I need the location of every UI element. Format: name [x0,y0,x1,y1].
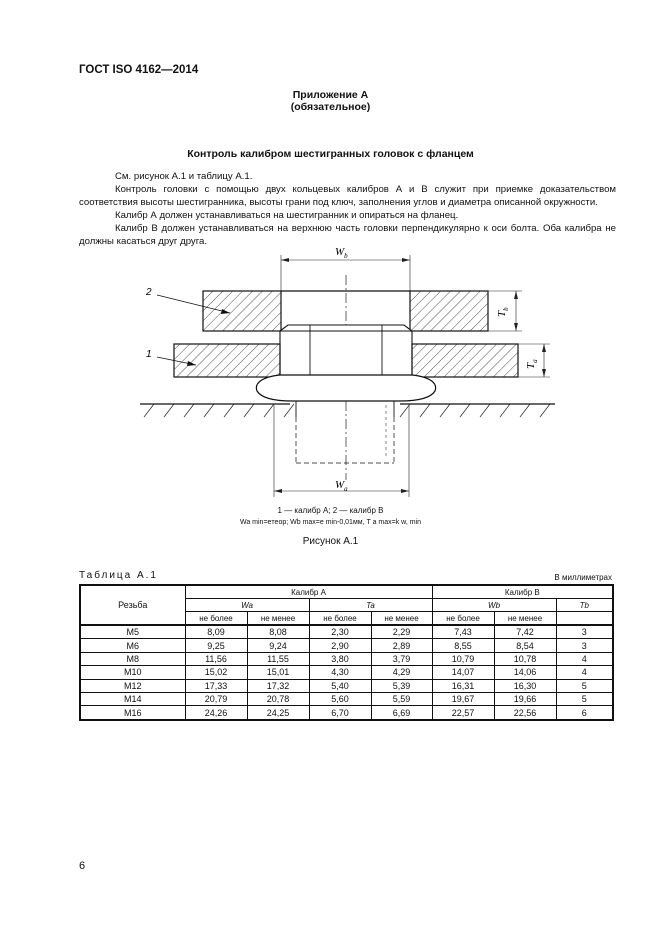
cell: 5,40 [309,679,371,692]
cell: 3,79 [371,652,432,665]
cell: 9,25 [185,639,247,652]
cell: 24,25 [247,706,309,720]
table-unit: В миллиметрах [554,573,612,582]
table-row [80,639,613,652]
sub-wa: Wa [185,599,309,612]
cell: 24,26 [185,706,247,720]
cell: 7,42 [494,625,556,639]
cell: 8,09 [185,625,247,639]
cell: M16 [80,706,185,720]
cell: 4,29 [371,666,432,679]
figure-caption: Рисунок А.1 [302,536,359,547]
paragraph-2: Контроль головки с помощью двух кольцевых калибров А и В служит при приемке доказательством соответствия высоты шестигранника, высоты грани под ключ, заполнения углов и диаметра описанной окружности. [79,184,616,208]
lim-empty [556,612,613,626]
gauge-drawing [130,245,560,505]
lim-max: не более [309,612,371,626]
cell: 22,57 [432,706,494,720]
sub-ta: Ta [309,599,432,612]
cell: M10 [80,666,185,679]
cell: 20,78 [247,692,309,705]
cell: 11,56 [185,652,247,665]
gauge-b-right [410,291,488,331]
col-thread: Резьба [80,585,185,625]
table-row [80,706,613,720]
cell: 14,06 [494,666,556,679]
paragraph-1: См. рисунок А.1 и таблицу А.1. [115,171,253,182]
dim-ta-label: $T_a$ [525,359,539,369]
table-row [80,679,613,692]
cell: 7,43 [432,625,494,639]
cell: 10,78 [494,652,556,665]
sub-wb: Wb [432,599,556,612]
cell: 4,30 [309,666,371,679]
appendix-title: Приложение А [292,89,369,101]
lim-min: не менее [371,612,432,626]
cell: 10,79 [432,652,494,665]
lim-min: не менее [494,612,556,626]
cell: 2,30 [309,625,371,639]
dim-wa-label: $W_a$ [335,479,348,493]
group-gauge-a: Калибр А [185,585,432,599]
cell: 16,31 [432,679,494,692]
callout-2: 2 [146,287,152,298]
cell: 6,69 [371,706,432,720]
surface-hatch [144,404,550,417]
figure-legend: 1 — калибр А; 2 — калибр В [277,506,384,515]
lim-max: не более [432,612,494,626]
cell: 6,70 [309,706,371,720]
group-gauge-b: Калибр В [432,585,613,599]
cell: 5,60 [309,692,371,705]
section-title: Контроль калибром шестигранных головок с фланцем [187,148,474,160]
cell: 2,90 [309,639,371,652]
appendix-subtitle: (обязательное) [290,101,371,113]
gauge-b-left [203,291,281,331]
table-row [80,625,613,639]
cell: 3 [556,639,613,652]
table-row [80,666,613,679]
cell: 2,29 [371,625,432,639]
cell: 20,79 [185,692,247,705]
lim-min: не менее [247,612,309,626]
cell: M12 [80,679,185,692]
table-caption: Таблица А.1 [79,570,158,581]
figure-formula: Wa min=eтеор; Wb max=e min-0,01мм, T a max=k w, min [239,519,421,526]
cell: M5 [80,625,185,639]
cell: 16,30 [494,679,556,692]
sub-tb: Tb [556,599,613,612]
cell: 17,32 [247,679,309,692]
flange [256,375,435,401]
cell: 2,89 [371,639,432,652]
paragraph-4: Калибр В должен устанавливаться на верхнюю часть головки перпендикулярно к оси болта. Оба калибра не должны касаться друг друга. [79,223,616,247]
cell: 3 [556,625,613,639]
paragraph-3: Калибр А должен устанавливаться на шестигранник и опираться на фланец. [115,210,459,221]
cell: 9,24 [247,639,309,652]
dim-tb-label: $T_b$ [496,307,510,317]
cell: M8 [80,652,185,665]
callout-1: 1 [146,349,152,360]
gauge-a-right [412,344,518,377]
cell: 17,33 [185,679,247,692]
cell: 15,01 [247,666,309,679]
hex-head [280,325,412,375]
page-number: 6 [79,860,86,872]
cell: 5 [556,679,613,692]
cell: M14 [80,692,185,705]
gauge-a-left [174,344,280,377]
body-text [79,170,616,248]
cell: 22,56 [494,706,556,720]
cell: 6 [556,706,613,720]
lim-max: не более [185,612,247,626]
document-header: ГОСТ ISO 4162—2014 [79,64,199,76]
cell: 5,59 [371,692,432,705]
cell: 11,55 [247,652,309,665]
cell: 15,02 [185,666,247,679]
table-row [80,692,613,705]
cell: M6 [80,639,185,652]
cell: 19,67 [432,692,494,705]
gauge-table [79,584,614,721]
cell: 8,55 [432,639,494,652]
cell: 5,39 [371,679,432,692]
cell: 5 [556,692,613,705]
cell: 8,08 [247,625,309,639]
cell: 8,54 [494,639,556,652]
cell: 4 [556,666,613,679]
cell: 4 [556,652,613,665]
dim-wb-label: $W_b$ [335,246,348,260]
table-row [80,652,613,665]
cell: 3,80 [309,652,371,665]
cell: 14,07 [432,666,494,679]
cell: 19,66 [494,692,556,705]
